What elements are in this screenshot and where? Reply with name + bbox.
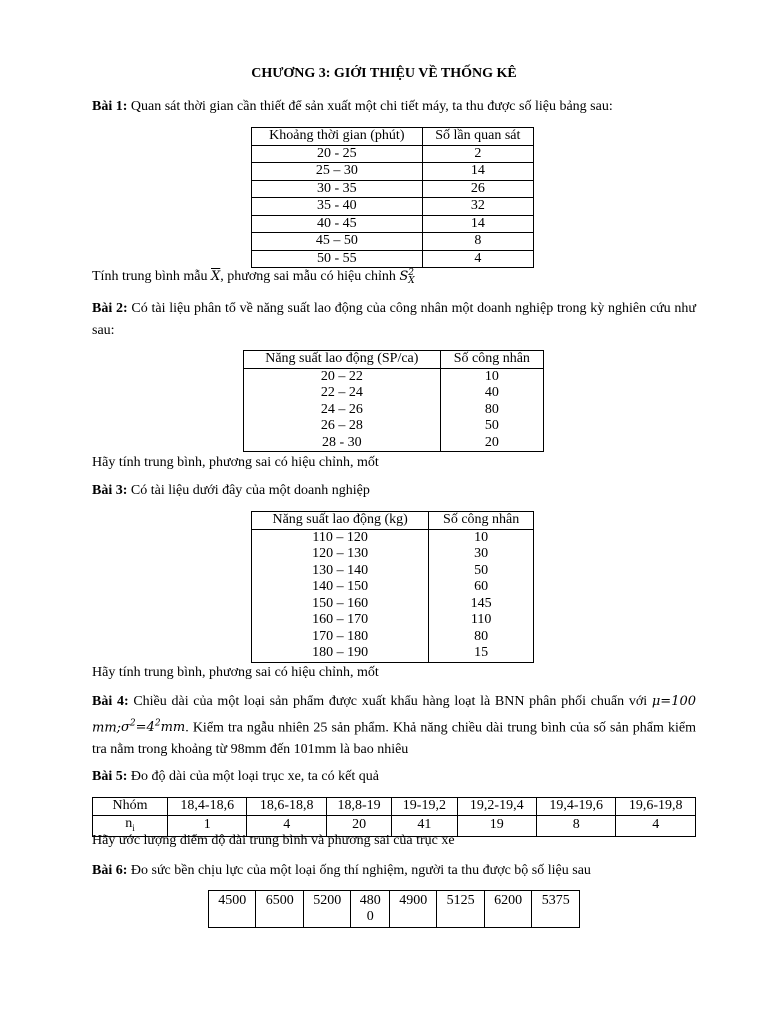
exercise-6-table — [208, 890, 580, 928]
table-row: 28 - 30 20 — [244, 435, 544, 452]
table-row: 180 – 190 15 — [252, 645, 534, 662]
chapter-title: CHƯƠNG 3: GIỚI THIỆU VỀ THỐNG KÊ — [251, 66, 517, 81]
table-row: 170 – 180 80 — [252, 629, 534, 646]
exercise-3-text: Bài 3: Có tài liệu dưới đây của một doanh nghiệp — [92, 483, 370, 498]
exercise-4-label: Bài 4: — [92, 694, 129, 709]
table-header: Số công nhân — [440, 351, 543, 369]
table-row: 140 – 150 60 — [252, 579, 534, 596]
exercise-3-table — [251, 511, 534, 663]
table-row: Nhóm 18,4-18,6 18,6-18,8 18,8-19 19-19,2 19,2-19,4 19,4-19,6 19,6-19,8 — [93, 798, 696, 816]
exercise-3-label: Bài 3: — [92, 483, 128, 498]
table-row: 20 - 25 2 — [252, 145, 534, 163]
variance-formula: $\sigma^2=4^2mm$ — [121, 719, 186, 736]
exercise-5-label: Bài 5: — [92, 769, 128, 784]
exercise-6-label: Bài 6: — [92, 863, 128, 878]
exercise-1-question: Tính trung bình mẫu $\overline{X}$, phương sai mẫu có hiệu chỉnh S 2 X — [92, 267, 415, 286]
mean-formula: μ=100 mm; — [92, 694, 697, 736]
table-row: 26 – 28 50 — [244, 418, 544, 435]
exercise-4-text: Bài 4: Chiều dài của một loại sản phẩm được xuất khẩu hàng loạt là BNN phân phối chuẩn với μ=100 $mm;\sigma^2=4^2mm$. Kiểm tra ngẫu nhiên 25 sản phẩm. Khả năng chiều dài trung bình của số sản phẩm kiểm tra nằm trong khoảng từ 98mm đến 101mm là bao nhiêu — [92, 694, 697, 758]
exercise-5-text: Bài 5: Đo độ dài của một loại trục xe, ta có kết quả — [92, 769, 379, 784]
table-row: 130 – 140 50 — [252, 563, 534, 580]
table-row: $n_i$ 1 4 20 41 19 8 4 — [93, 815, 696, 836]
table-row: 20 – 22 10 — [244, 368, 544, 385]
table-row: 40 - 45 14 — [252, 215, 534, 233]
table-row: 50 - 55 4 — [252, 250, 534, 268]
table-row: 120 – 130 30 — [252, 546, 534, 563]
sample-mean-symbol: $\overline{X}$ — [211, 269, 221, 284]
table-header: Năng suất lao động (SP/ca) — [244, 351, 441, 369]
table-row: 160 – 170 110 — [252, 612, 534, 629]
exercise-2-text: Bài 2: Có tài liệu phân tổ về năng suất lao động của công nhân một doanh nghiệp trong kỳ nghiên cứu như sau: — [92, 301, 697, 338]
table-header: Năng suất lao động (kg) — [252, 512, 429, 530]
exercise-5-question: Hãy ước lượng điểm độ dài trung bình và phương sai của trục xe — [92, 833, 455, 848]
table-row: 24 – 26 80 — [244, 402, 544, 419]
table-row: 30 - 35 26 — [252, 180, 534, 198]
table-row: 35 - 40 32 — [252, 198, 534, 216]
table-row: 110 – 120 10 — [252, 529, 534, 546]
sample-variance-symbol: S 2 X — [399, 267, 415, 286]
table-row: 25 – 30 14 — [252, 163, 534, 181]
table-header: Khoảng thời gian (phút) — [252, 128, 423, 146]
exercise-1-label: Bài 1: — [92, 99, 128, 114]
exercise-1-table — [251, 127, 534, 268]
exercise-2-label: Bài 2: — [92, 301, 128, 316]
table-row: 150 – 160 145 — [252, 596, 534, 613]
table-row: 45 – 50 8 — [252, 233, 534, 251]
table-header: Số công nhân — [429, 512, 534, 530]
exercise-2-question: Hãy tính trung bình, phương sai có hiệu chỉnh, mốt — [92, 455, 379, 470]
exercise-6-text: Bài 6: Đo sức bền chịu lực của một loại ống thí nghiệm, người ta thu được bộ số liệu sau — [92, 863, 591, 878]
exercise-3-question: Hãy tính trung bình, phương sai có hiệu chỉnh, mốt — [92, 665, 379, 680]
exercise-1-text: Bài 1: Quan sát thời gian cần thiết để sản xuất một chi tiết máy, ta thu được số liệu bảng sau: — [92, 99, 613, 114]
table-header: Số lần quan sát — [422, 128, 533, 146]
table-row: 22 – 24 40 — [244, 385, 544, 402]
exercise-2-table — [243, 350, 544, 452]
table-row: 4500 6500 5200 480 0 4900 5125 6200 5375 — [209, 891, 580, 928]
